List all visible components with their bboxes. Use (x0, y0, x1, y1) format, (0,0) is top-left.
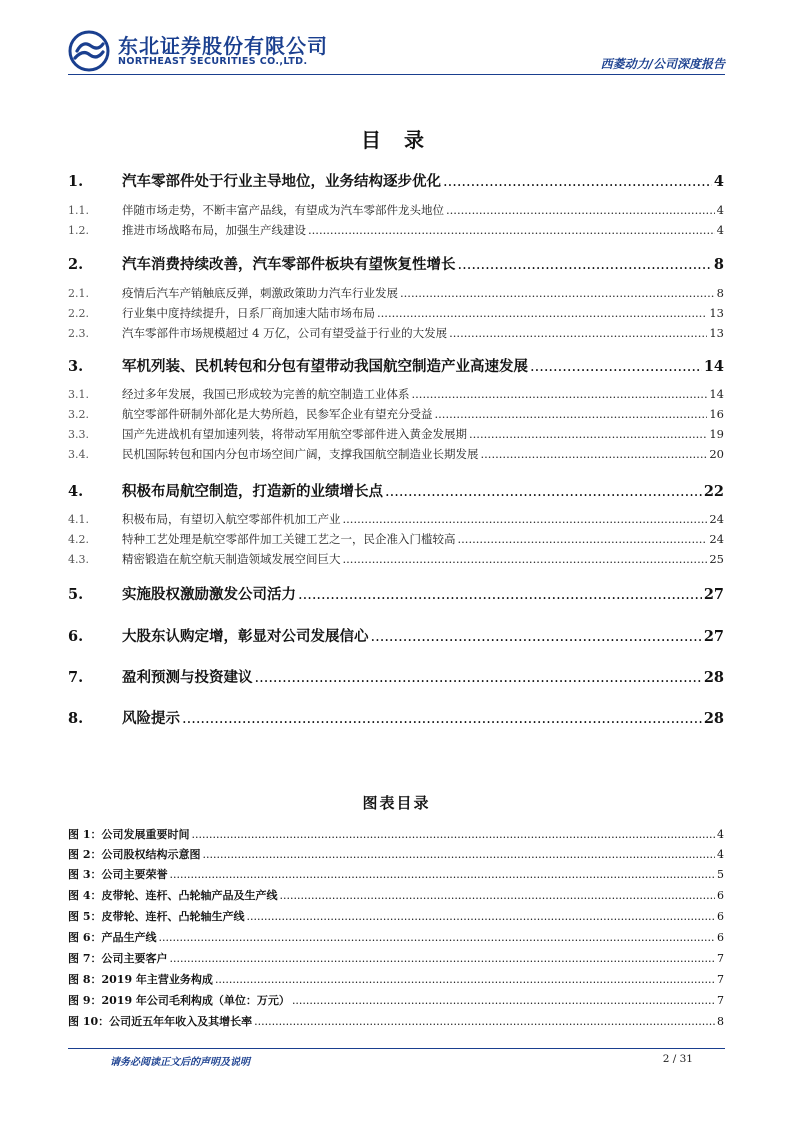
toc-leader-dots (343, 552, 708, 566)
toc-leader-dots (458, 257, 712, 273)
toc-section-entry[interactable] (68, 707, 724, 728)
figure-entry[interactable] (68, 908, 724, 924)
figure-entry-title: 图 9：2019 年公司毛利构成（单位：万元） (68, 994, 290, 1007)
figure-entry[interactable] (68, 887, 724, 903)
figures-title: 图表目录 (362, 794, 431, 812)
toc-entry-page: 24 (709, 532, 724, 546)
toc-section-entry[interactable] (68, 355, 724, 376)
figure-entry-page: 5 (717, 868, 724, 881)
toc-entry-number: 4.3. (68, 553, 89, 566)
figure-entry-title: 图 6：产品生产线 (68, 931, 157, 944)
header-divider (68, 74, 725, 75)
figure-leader-dots (215, 973, 715, 986)
toc-leader-dots (400, 286, 715, 300)
toc-leader-dots (255, 670, 702, 686)
toc-entry-title: 推进市场战略布局，加强生产线建设 (122, 223, 306, 237)
toc-entry-page: 14 (703, 358, 724, 375)
figure-entry-page: 7 (717, 994, 724, 1007)
figure-entry-title: 图 8：2019 年主营业务构成 (68, 973, 213, 986)
toc-section-entry[interactable] (68, 625, 724, 646)
toc-entry-number: 2. (68, 256, 84, 273)
toc-entry-page: 4 (716, 223, 724, 237)
toc-leader-dots (412, 387, 708, 401)
toc-entry-number: 3.3. (68, 428, 89, 441)
toc-leader-dots (385, 484, 702, 500)
toc-entry-number: 1. (68, 173, 84, 190)
figure-entry-page: 8 (717, 1015, 724, 1028)
toc-entry-title: 伴随市场走势，不断丰富产品线，有望成为汽车零部件龙头地位 (122, 203, 444, 217)
toc-entry-page: 4 (716, 203, 724, 217)
figure-entry-page: 6 (717, 889, 724, 902)
toc-entry-title: 汽车零部件市场规模超过 4 万亿，公司有望受益于行业的大发展 (122, 326, 448, 340)
toc-entry-number: 4. (68, 483, 84, 500)
toc-entry-page: 28 (703, 669, 724, 686)
report-type: 西菱动力/公司深度报告 (600, 57, 725, 71)
toc-entry-page: 27 (703, 586, 724, 603)
toc-subsection-entry[interactable] (68, 325, 724, 341)
toc-subsection-entry[interactable] (68, 305, 724, 321)
toc-entry-title: 风险提示 (122, 710, 180, 727)
toc-leader-dots (182, 711, 702, 727)
toc-entry-number: 3.2. (68, 408, 89, 421)
toc-entry-title: 民机国际转包和国内分包市场空间广阔，支撑我国航空制造业长期发展 (122, 447, 479, 461)
figure-leader-dots (279, 889, 715, 902)
company-name-cn: 东北证券股份有限公司 (118, 34, 328, 58)
figure-entry-page: 4 (717, 828, 724, 841)
toc-leader-dots (371, 629, 702, 645)
toc-entry-title: 盈利预测与投资建议 (122, 669, 253, 686)
toc-entry-number: 1.2. (68, 224, 89, 237)
toc-entry-page: 14 (709, 387, 724, 401)
figure-entry[interactable] (68, 950, 724, 966)
figure-entry-page: 7 (717, 973, 724, 986)
toc-subsection-entry[interactable] (68, 426, 724, 442)
figure-leader-dots (158, 931, 715, 944)
figure-entry[interactable] (68, 826, 724, 842)
toc-entry-page: 13 (709, 326, 724, 340)
figure-entry-title: 图 4：皮带轮、连杆、凸轮轴产品及生产线 (68, 889, 278, 902)
toc-leader-dots (481, 447, 708, 461)
figure-entry-page: 6 (717, 910, 724, 923)
toc-section-entry[interactable] (68, 666, 724, 687)
toc-entry-number: 5. (68, 586, 84, 603)
toc-entry-number: 7. (68, 669, 84, 686)
figure-leader-dots (246, 910, 715, 923)
figure-leader-dots (202, 848, 715, 861)
toc-entry-page: 28 (703, 710, 724, 727)
toc-leader-dots (435, 407, 708, 421)
page-header (0, 0, 793, 80)
figure-entry-title: 图 1：公司发展重要时间 (68, 828, 190, 841)
page-number: 2 / 31 (662, 1053, 693, 1065)
toc-entry-number: 3.1. (68, 388, 89, 401)
toc-entry-title: 积极布局航空制造，打造新的业绩增长点 (122, 483, 383, 500)
toc-subsection-entry[interactable] (68, 202, 724, 218)
figure-entry-title: 图 2：公司股权结构示意图 (68, 848, 201, 861)
figure-leader-dots (292, 994, 715, 1007)
toc-subsection-entry[interactable] (68, 531, 724, 547)
toc-leader-dots (449, 326, 707, 340)
toc-leader-dots (298, 587, 702, 603)
toc-entry-number: 3.4. (68, 448, 89, 461)
footer-disclaimer: 请务必阅读正文后的声明及说明 (110, 1057, 250, 1068)
toc-leader-dots (458, 532, 708, 546)
toc-entry-page: 22 (703, 483, 724, 500)
toc-subsection-entry[interactable] (68, 446, 724, 462)
figure-entry-page: 4 (717, 848, 724, 861)
toc-entry-title: 军机列装、民机转包和分包有望带动我国航空制造产业高速发展 (122, 358, 528, 375)
toc-entry-page: 25 (709, 552, 724, 566)
toc-entry-number: 3. (68, 358, 84, 375)
figure-leader-dots (169, 868, 715, 881)
toc-entry-title: 大股东认购定增，彰显对公司发展信心 (122, 628, 369, 645)
toc-leader-dots (377, 306, 707, 320)
toc-entry-number: 8. (68, 710, 84, 727)
toc-leader-dots (343, 512, 708, 526)
figure-entry-title: 图 7：公司主要客户 (68, 952, 168, 965)
figure-entry[interactable] (68, 866, 724, 882)
figure-entry[interactable] (68, 992, 724, 1008)
toc-entry-title: 行业集中度持续提升，日系厂商加速大陆市场布局 (122, 306, 375, 320)
toc-entry-page: 19 (709, 427, 724, 441)
toc-subsection-entry[interactable] (68, 285, 724, 301)
toc-subsection-entry[interactable] (68, 222, 724, 238)
toc-entry-page: 13 (709, 306, 724, 320)
toc-entry-title: 特种工艺处理是航空零部件加工关键工艺之一，民企准入门槛较高 (122, 532, 456, 546)
toc-subsection-entry[interactable] (68, 406, 724, 422)
figure-leader-dots (191, 828, 715, 841)
figure-entry[interactable] (68, 929, 724, 945)
footer-divider (68, 1048, 725, 1049)
toc-leader-dots (530, 359, 702, 375)
figure-leader-dots (169, 952, 715, 965)
toc-entry-page: 24 (709, 512, 724, 526)
toc-entry-page: 16 (709, 407, 724, 421)
toc-section-entry[interactable] (68, 480, 724, 501)
toc-entry-number: 2.1. (68, 287, 89, 300)
toc-entry-title: 航空零部件研制外部化是大势所趋，民参军企业有望充分受益 (122, 407, 433, 421)
toc-entry-page: 20 (709, 447, 724, 461)
toc-title: 目 录 (361, 128, 432, 152)
toc-entry-title: 实施股权激励激发公司活力 (122, 586, 296, 603)
toc-entry-number: 6. (68, 628, 84, 645)
toc-entry-title: 汽车零部件处于行业主导地位，业务结构逐步优化 (122, 173, 441, 190)
toc-entry-title: 积极布局，有望切入航空零部件机加工产业 (122, 512, 341, 526)
figure-entry-title: 图 3：公司主要荣誉 (68, 868, 168, 881)
toc-leader-dots (446, 203, 715, 217)
toc-entry-title: 汽车消费持续改善，汽车零部件板块有望恢复性增长 (122, 256, 456, 273)
figure-entry[interactable] (68, 1013, 724, 1029)
toc-entry-page: 27 (703, 628, 724, 645)
toc-section-entry[interactable] (68, 170, 724, 191)
toc-entry-page: 4 (713, 173, 724, 190)
toc-subsection-entry[interactable] (68, 511, 724, 527)
figure-entry-page: 6 (717, 931, 724, 944)
toc-entry-number: 1.1. (68, 204, 89, 217)
toc-entry-number: 4.2. (68, 533, 89, 546)
company-logo-icon (68, 30, 110, 72)
toc-subsection-entry[interactable] (68, 386, 724, 402)
toc-entry-title: 疫情后汽车产销触底反弹，刺激政策助力汽车行业发展 (122, 286, 398, 300)
figure-entry-title: 图 10：公司近五年年收入及其增长率 (68, 1015, 253, 1028)
toc-leader-dots (308, 223, 715, 237)
toc-entry-title: 经过多年发展，我国已形成较为完善的航空制造工业体系 (122, 387, 410, 401)
figure-entry[interactable] (68, 971, 724, 987)
toc-leader-dots (469, 427, 707, 441)
figure-entry-title: 图 5：皮带轮、连杆、凸轮轴生产线 (68, 910, 245, 923)
figure-entry[interactable] (68, 846, 724, 862)
toc-section-entry[interactable] (68, 583, 724, 604)
toc-section-entry[interactable] (68, 253, 724, 274)
toc-subsection-entry[interactable] (68, 551, 724, 567)
toc-entry-page: 8 (713, 256, 724, 273)
toc-entry-number: 2.2. (68, 307, 89, 320)
toc-entry-page: 8 (716, 286, 724, 300)
toc-entry-title: 精密锻造在航空航天制造领域发展空间巨大 (122, 552, 341, 566)
toc-leader-dots (443, 174, 712, 190)
toc-entry-number: 2.3. (68, 327, 89, 340)
figure-leader-dots (254, 1015, 715, 1028)
toc-entry-title: 国产先进战机有望加速列装，将带动军用航空零部件进入黄金发展期 (122, 427, 467, 441)
figure-entry-page: 7 (717, 952, 724, 965)
toc-entry-number: 4.1. (68, 513, 89, 526)
company-name-en: NORTHEAST SECURITIES CO.,LTD. (118, 56, 308, 67)
